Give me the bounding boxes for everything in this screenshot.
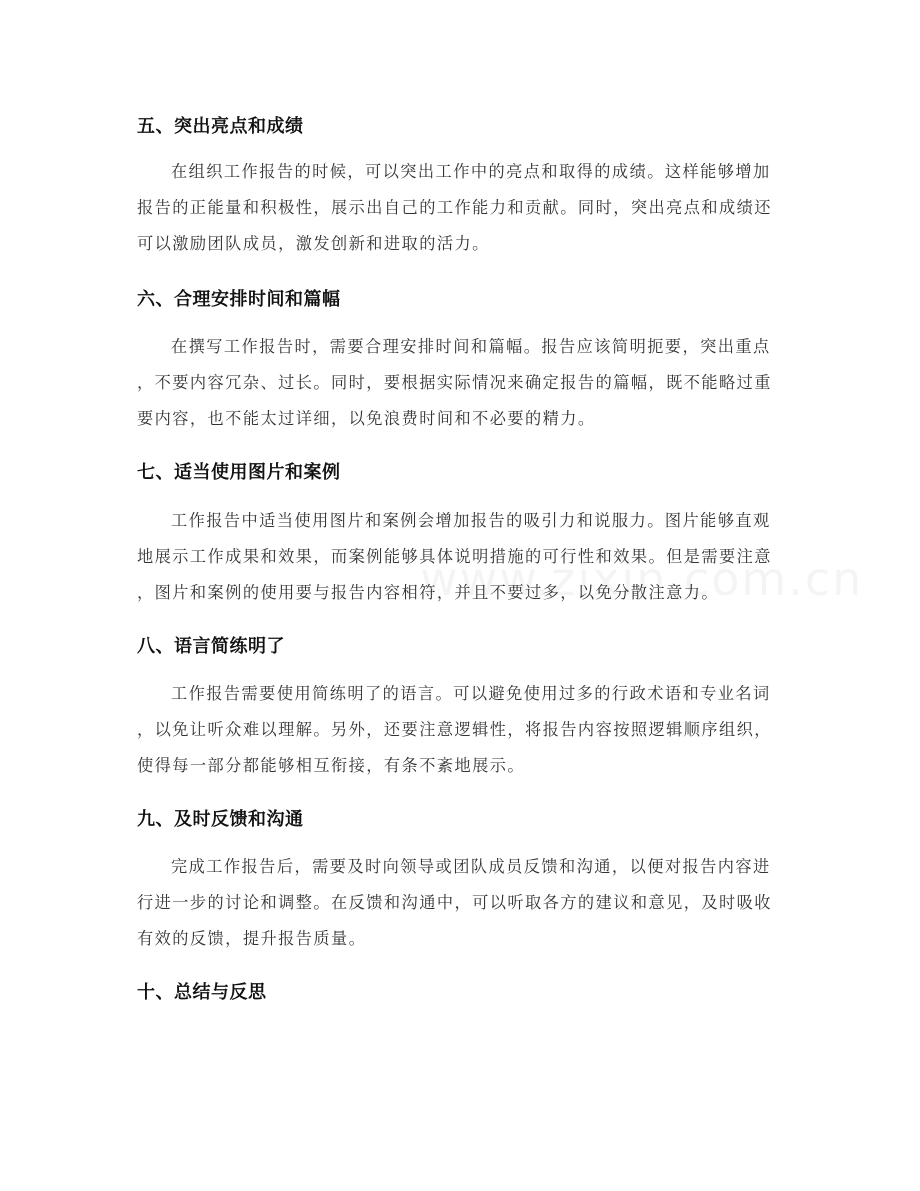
- paragraph-line: 可以激励团队成员，激发创新和进取的活力。: [137, 234, 490, 253]
- section-paragraph: [137, 157, 785, 265]
- paragraph-line: 使得每一部分都能够相互衔接，有条不紊地展示。: [137, 756, 526, 775]
- section-heading: 十、总结与反思: [137, 982, 267, 1003]
- section-heading: 七、适当使用图片和案例: [137, 462, 341, 483]
- paragraph-line: 工作报告需要使用简练明了的语言。可以避免使用过多的行政术语和专业名词: [171, 684, 771, 703]
- paragraph-line: ，不要内容冗杂、过长。同时，要根据实际情况来确定报告的篇幅，既不能略过重: [137, 373, 772, 392]
- paragraph-line: 有效的反馈，提升报告质量。: [137, 929, 367, 948]
- paragraph-line: 在组织工作报告的时候，可以突出工作中的亮点和取得的成绩。这样能够增加: [171, 162, 771, 181]
- section-heading: 五、突出亮点和成绩: [137, 116, 304, 137]
- section-heading: 六、合理安排时间和篇幅: [137, 289, 341, 310]
- paragraph-line: 地展示工作成果和效果，而案例能够具体说明措施的可行性和效果。但是需要注意: [137, 547, 772, 566]
- paragraph-line: 完成工作报告后，需要及时向领导或团队成员反馈和沟通，以便对报告内容进: [171, 857, 771, 876]
- paragraph-line: 报告的正能量和积极性，展示出自己的工作能力和贡献。同时，突出亮点和成绩还: [137, 198, 772, 217]
- section-heading: 八、语言简练明了: [137, 636, 285, 657]
- paragraph-line: ，图片和案例的使用要与报告内容相符，并且不要过多，以免分散注意力。: [137, 583, 720, 602]
- paragraph-line: 在撰写工作报告时，需要合理安排时间和篇幅。报告应该简明扼要，突出重点: [171, 337, 771, 356]
- paragraph-line: 要内容，也不能太过详细，以免浪费时间和不必要的精力。: [137, 409, 596, 428]
- section-paragraph: [137, 679, 785, 787]
- section-paragraph: [137, 506, 785, 614]
- paragraph-line: 工作报告中适当使用图片和案例会增加报告的吸引力和说服力。图片能够直观: [171, 511, 771, 530]
- section-paragraph: [137, 852, 785, 960]
- paragraph-line: ，以免让听众难以理解。另外，还要注意逻辑性，将报告内容按照逻辑顺序组织，: [137, 720, 772, 739]
- section-paragraph: [137, 332, 785, 440]
- section-heading: 九、及时反馈和沟通: [137, 809, 304, 830]
- paragraph-line: 行进一步的讨论和调整。在反馈和沟通中，可以听取各方的建议和意见，及时吸收: [137, 893, 772, 912]
